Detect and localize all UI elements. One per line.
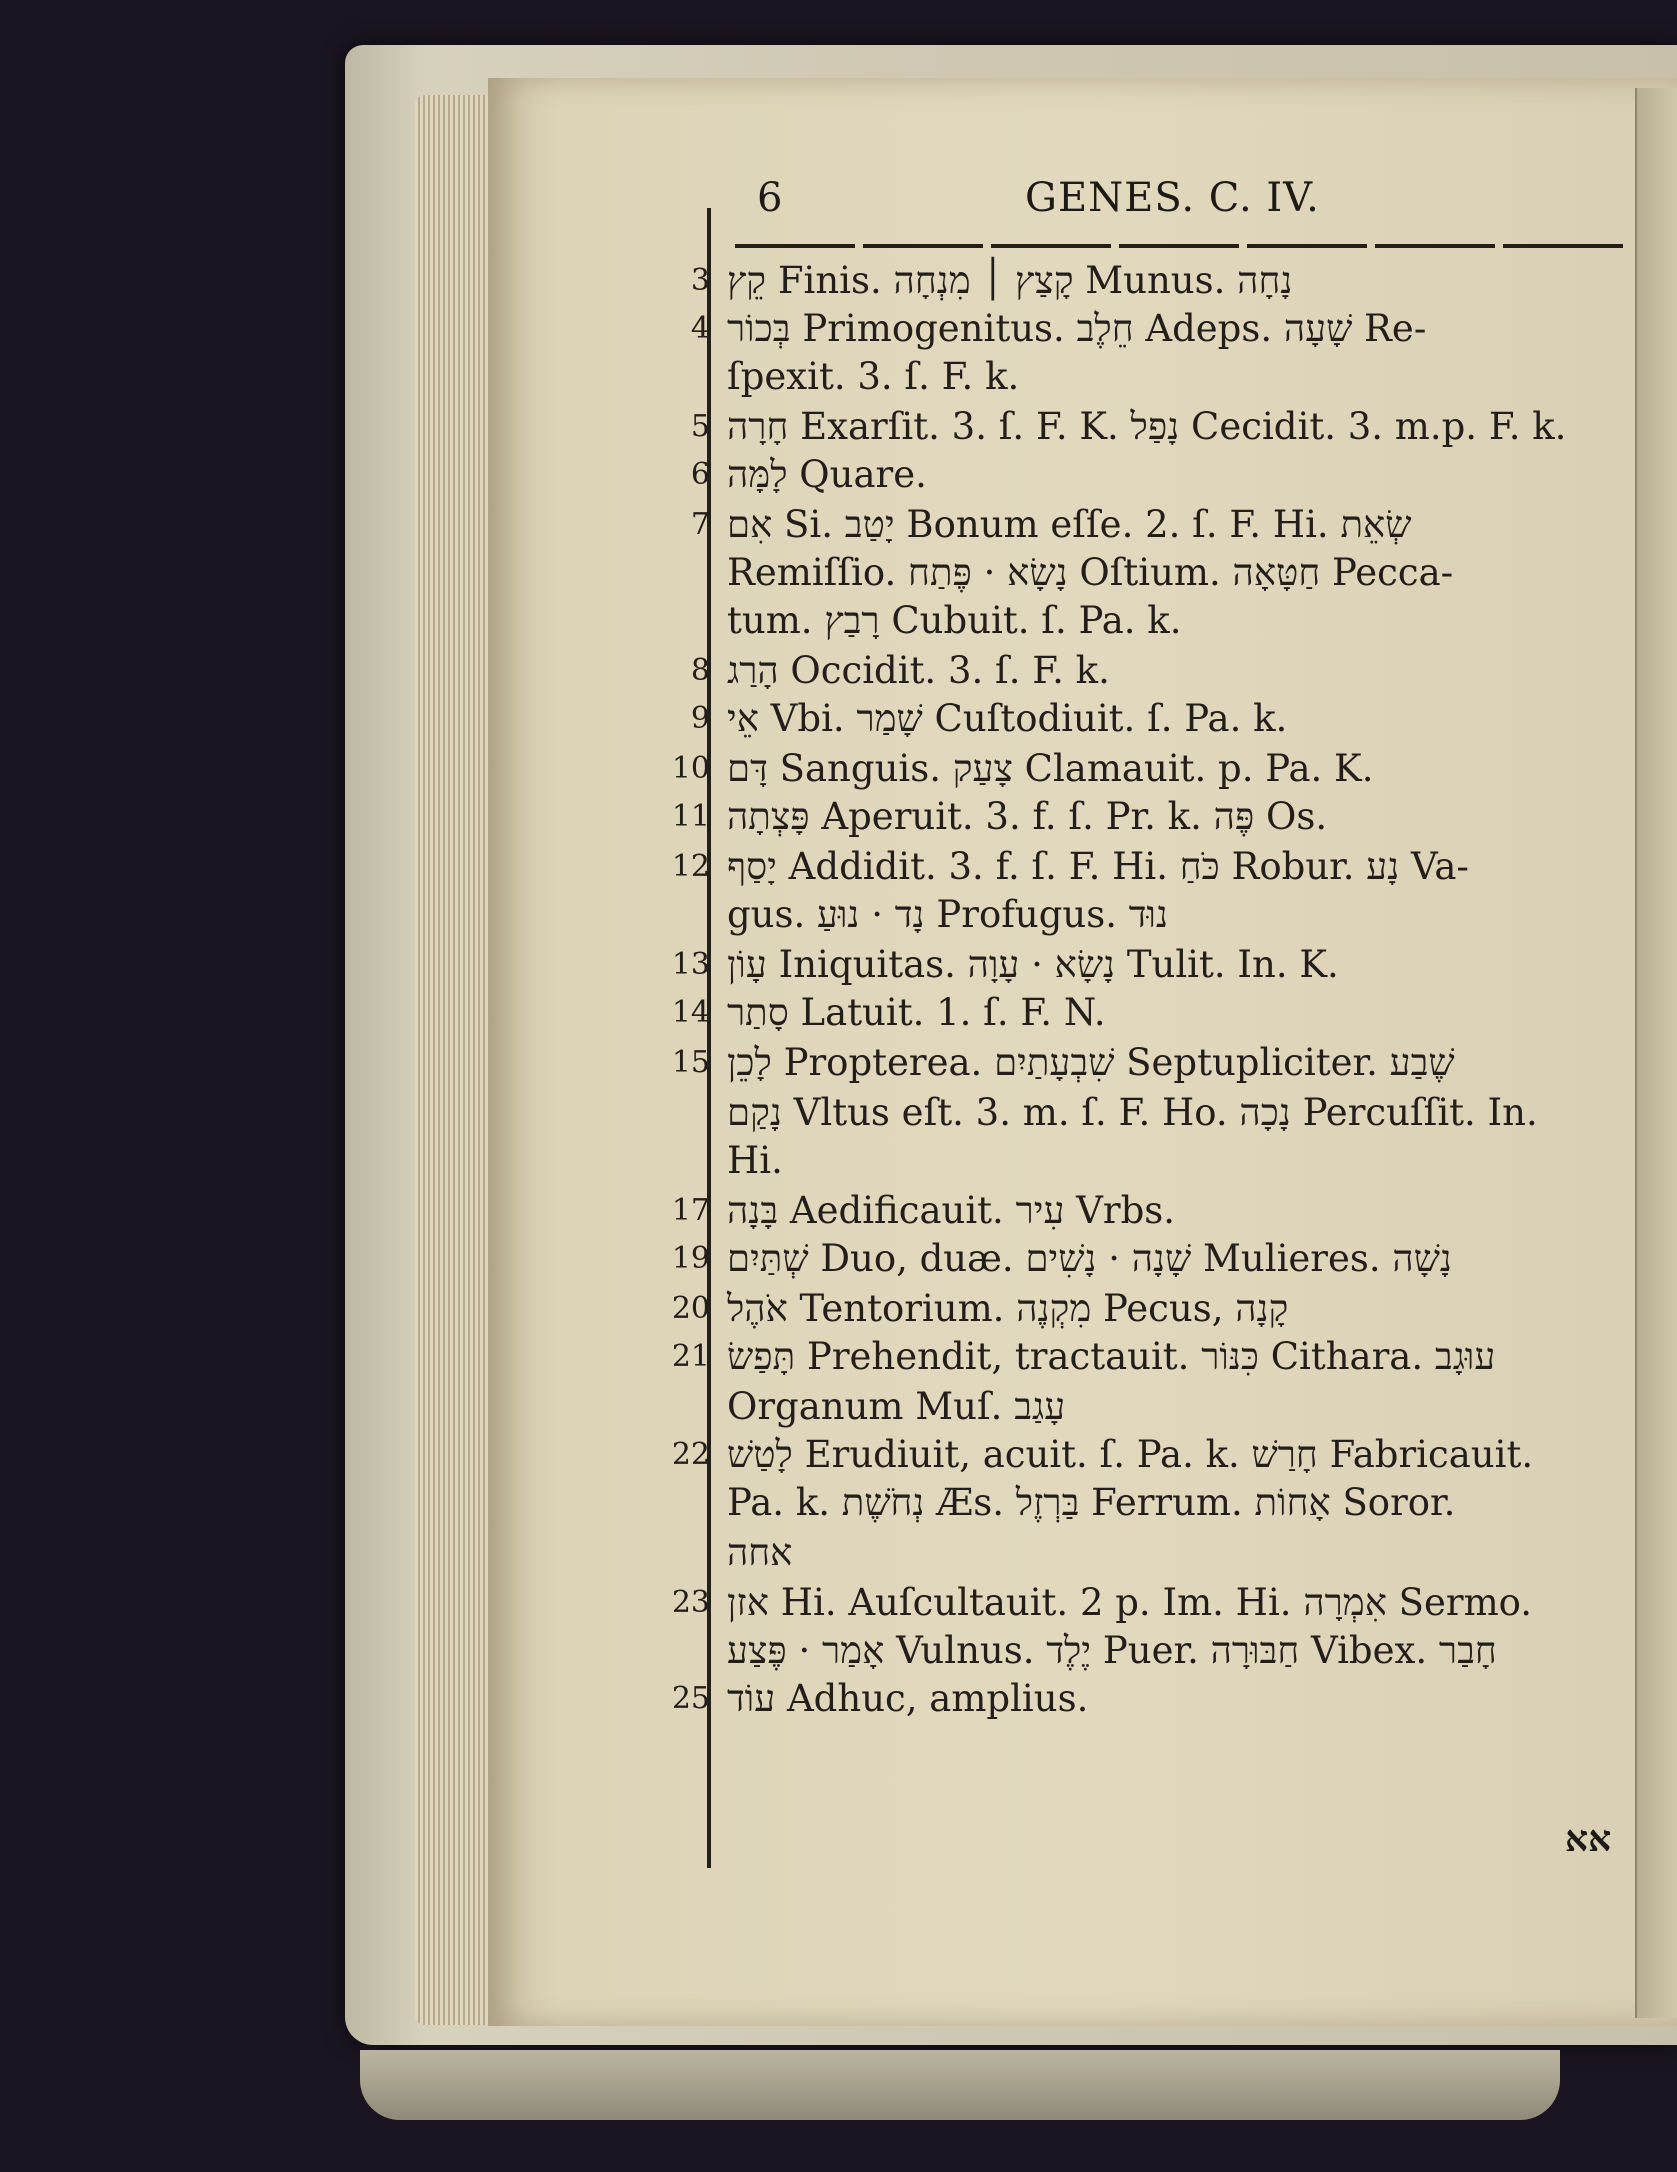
text-line: אֹהֶל Tentorium. מִקְנֶה Pecus, קָנָה xyxy=(727,1287,1289,1330)
text-line: אחה xyxy=(727,1531,793,1574)
text-line: קֵץ Finis. קָצַץ ׀ מִנְחָה Munus. נָחָה xyxy=(727,259,1293,302)
verse-number xyxy=(660,354,710,400)
verse-number: 14 xyxy=(671,995,710,1030)
verse-number xyxy=(660,598,710,644)
text-line: נָקַם Vltus eſt. 3. m. ſ. F. Ho. נָכָה Percuſſit. In. xyxy=(727,1091,1538,1134)
verse-number xyxy=(660,1138,710,1184)
text-line: שְׁתַּיִם Duo, duæ. שָׁנָה · נָשִׁים Mulieres. נָשָׁה xyxy=(727,1237,1452,1280)
verse-number: 10 xyxy=(671,751,710,786)
text-line: הָרַג Occidit. 3. ſ. F. k. xyxy=(727,649,1110,692)
text-line: Hi. xyxy=(727,1139,783,1182)
verse-number: 7 xyxy=(690,507,710,542)
verse-number xyxy=(660,1480,710,1526)
verse-number: 8 xyxy=(690,653,710,688)
page-number: 6 xyxy=(757,175,784,221)
text-line: ſpexit. 3. ſ. F. k. xyxy=(727,355,1020,398)
text-line: gus. נָד · נוּעַ Profugus. נוּד xyxy=(727,893,1169,936)
text-line: תָּפַשׂ Prehendit, tractauit. כִּנּוֹר Cithara. עוּגָב xyxy=(727,1335,1496,1378)
text-line: חָרָה Exarſit. 3. ſ. F. K. נָפַל Cecidit. 3. m.p. F. k. xyxy=(727,405,1567,448)
text-line: אזן Hi. Auſcultauit. 2 p. Im. Hi. אִמְרָה Sermo. xyxy=(727,1581,1533,1624)
text-line: פָּצְתָה Aperuit. 3. f. ſ. Pr. k. פֶּה Os. xyxy=(727,795,1328,838)
text-line: לָמָּה Quare. xyxy=(727,453,927,496)
text-line: אֵי Vbi. שָׁמַר Cuſtodiuit. ſ. Pa. k. xyxy=(727,697,1288,740)
verse-number xyxy=(660,550,710,596)
verse-number: 5 xyxy=(690,409,710,444)
text-line: בָּנָה Aedificauit. עִיר Vrbs. xyxy=(727,1189,1176,1232)
verse-number xyxy=(660,1384,710,1430)
verse-number: 6 xyxy=(690,457,710,492)
verse-number: 25 xyxy=(671,1681,710,1716)
page-title: GENES. C. IV. xyxy=(1025,175,1320,221)
verse-number xyxy=(660,892,710,938)
verse-number: 9 xyxy=(690,701,710,736)
text-line: יָסַף Addidit. 3. f. ſ. F. Hi. כֹּחַ Robur. נָע Va- xyxy=(727,845,1469,888)
verse-number: 3 xyxy=(690,263,710,298)
text-line: בְּכוֹר Primogenitus. חֵלֶב Adeps. שָׁעָה Re- xyxy=(727,307,1427,350)
text-line: Organum Muſ. עָגַב xyxy=(727,1385,1066,1428)
verse-number: 21 xyxy=(671,1339,710,1374)
text-line: עָוֹן Iniquitas. נָשָׂא · עָוָה Tulit. In. K. xyxy=(727,943,1339,986)
verse-number: 23 xyxy=(671,1585,710,1620)
verse-number xyxy=(660,1090,710,1136)
text-line: לָטַשׁ Erudiuit, acuit. ſ. Pa. k. חָרַשׁ Fabricauit. xyxy=(727,1433,1534,1476)
text-line: לָכֵן Propterea. שִׁבְעָתַיִם Septupliciter. שֶׁבַע xyxy=(727,1041,1455,1084)
text-line: Remiſſio. נָשָׂא · פֶּתַח Oſtium. חַטָּאָה Pecca- xyxy=(727,551,1454,594)
verse-number: 13 xyxy=(671,947,710,982)
text-line: דָּם Sanguis. צָעַק Clamauit. p. Pa. K. xyxy=(727,747,1374,790)
text-line: אָמַר · פֶּצַע Vulnus. יֶלֶד Puer. חַבּוּרָה Vibex. חָבַר xyxy=(727,1629,1497,1672)
catchword: אא xyxy=(1565,1818,1612,1860)
verse-number: 19 xyxy=(671,1241,710,1276)
verse-number: 11 xyxy=(671,799,710,834)
verse-number: 4 xyxy=(690,311,710,346)
verse-number: 12 xyxy=(671,849,710,884)
verse-number: 15 xyxy=(671,1045,710,1080)
verse-number: 22 xyxy=(671,1437,710,1472)
verse-number: 20 xyxy=(671,1291,710,1326)
text-line: tum. רָבַץ Cubuit. ſ. Pa. k. xyxy=(727,599,1182,642)
verse-number xyxy=(660,1628,710,1674)
text-line: עוֹד Adhuc, amplius. xyxy=(727,1677,1089,1720)
verse-number: 17 xyxy=(671,1193,710,1228)
text-line: Pa. k. נְחֹשֶׁת Æs. בַּרְזֶל Ferrum. אָחוֹת Soror. xyxy=(727,1481,1456,1524)
text-line: סָתַר Latuit. 1. ſ. F. N. xyxy=(727,991,1106,1034)
text-line: אִם Si. יָטַב Bonum eſſe. 2. ſ. F. Hi. שְׂאֵת xyxy=(727,503,1412,546)
verse-number xyxy=(660,1530,710,1576)
